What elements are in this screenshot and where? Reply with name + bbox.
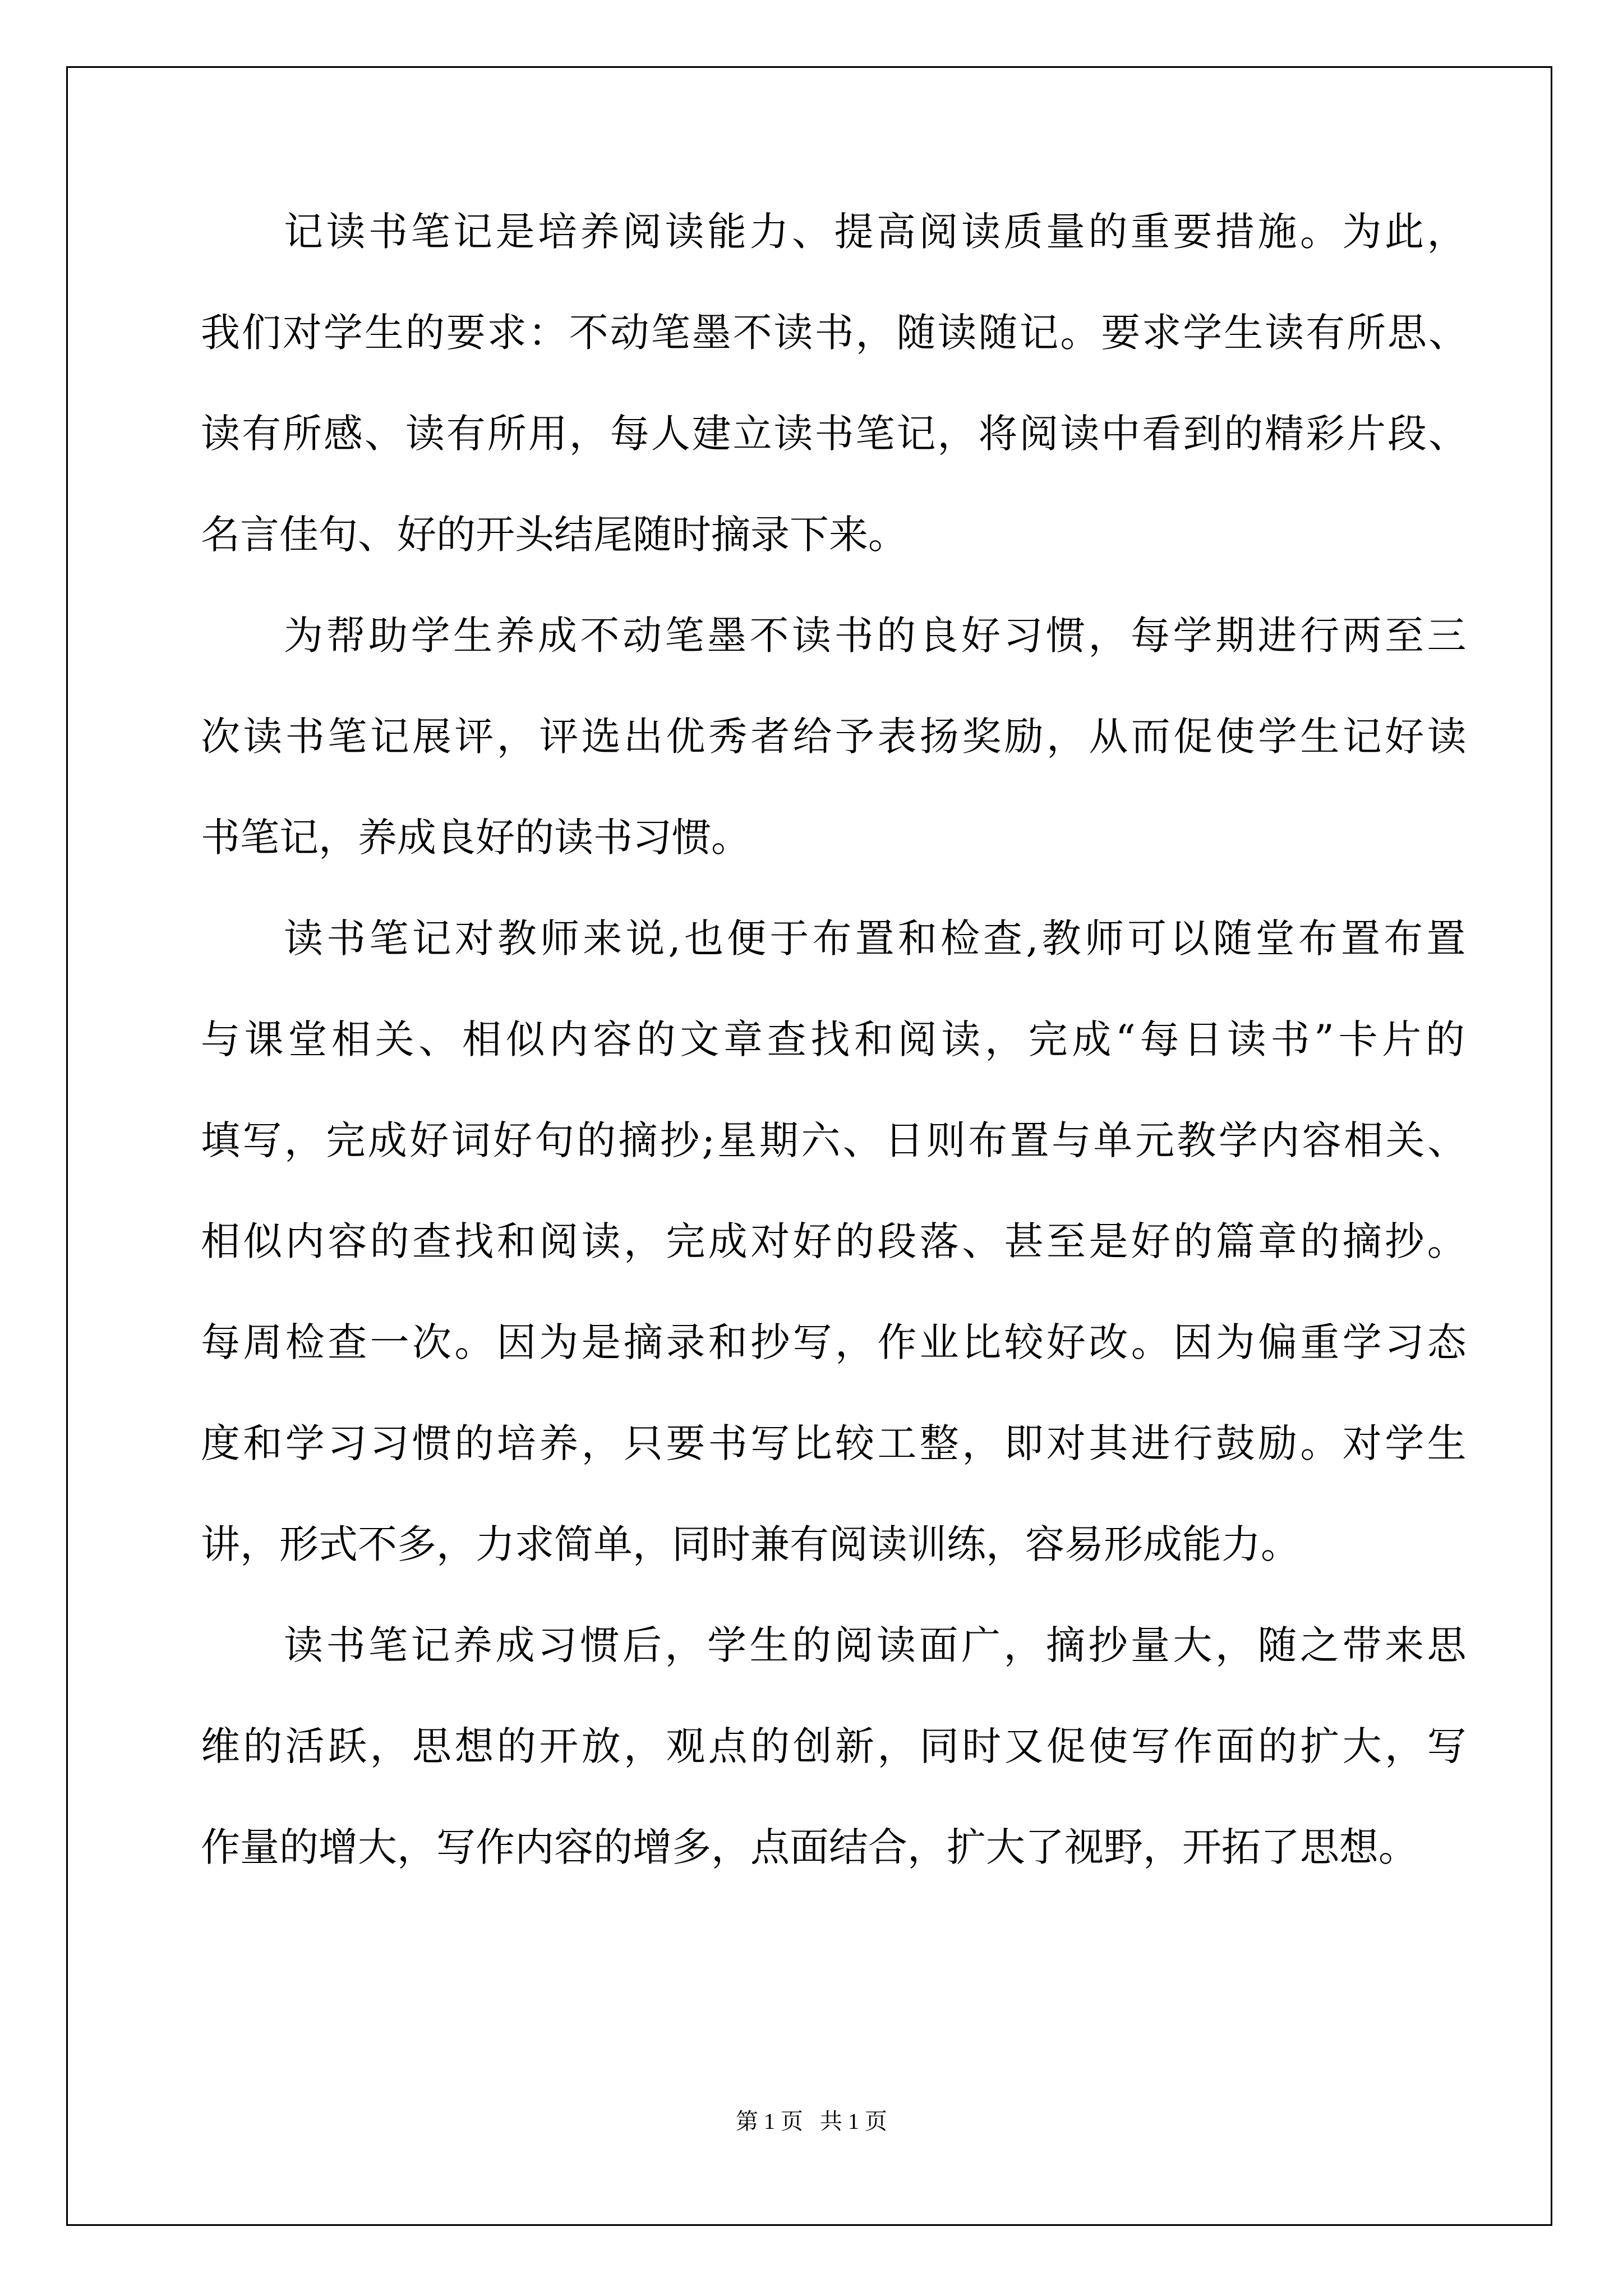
text-line: 读书笔记对教师来说,也便于布置和检查,教师可以随堂布置布置 — [284, 915, 1469, 961]
text-line: 相似内容的查找和阅读，完成对好的段落、甚至是好的篇章的摘抄。 — [201, 1218, 1469, 1264]
text-line: 维的活跃，思想的开放，观点的创新，同时又促使写作面的扩大，写 — [201, 1723, 1469, 1769]
text-line: 次读书笔记展评，评选出优秀者给予表扬奖励，从而促使学生记好读 — [201, 714, 1469, 760]
text-line: 作量的增大，写作内容的增多，点面结合，扩大了视野，开拓了思想。 — [201, 1824, 1418, 1870]
text-line: 与课堂相关、相似内容的文章查找和阅读，完成“每日读书”卡片的 — [201, 1016, 1469, 1062]
text-line: 读有所感、读有所用，每人建立读书笔记，将阅读中看到的精彩片段、 — [201, 411, 1469, 457]
text-line: 记读书笔记是培养阅读能力、提高阅读质量的重要措施。为此， — [284, 209, 1469, 255]
text-line: 读书笔记养成习惯后，学生的阅读面广，摘抄量大，随之带来思 — [284, 1622, 1469, 1668]
text-line: 书笔记，养成良好的读书习惯。 — [201, 815, 750, 861]
text-line: 每周检查一次。因为是摘录和抄写，作业比较好改。因为偏重学习态 — [201, 1319, 1469, 1365]
text-line: 为帮助学生养成不动笔墨不读书的良好习惯，每学期进行两至三 — [284, 613, 1469, 659]
text-line: 度和学习习惯的培养，只要书写比较工整，即对其进行鼓励。对学生 — [201, 1420, 1469, 1466]
text-line: 填写，完成好词好句的摘抄;星期六、日则布置与单元教学内容相关、 — [201, 1117, 1469, 1163]
text-line: 讲，形式不多，力求简单，同时兼有阅读训练，容易形成能力。 — [201, 1521, 1300, 1567]
text-line: 名言佳句、好的开头结尾随时摘录下来。 — [201, 512, 907, 558]
text-line: 我们对学生的要求：不动笔墨不读书，随读随记。要求学生读有所思、 — [201, 310, 1469, 356]
page-footer: 第 1 页 共 1 页 — [736, 2109, 887, 2134]
